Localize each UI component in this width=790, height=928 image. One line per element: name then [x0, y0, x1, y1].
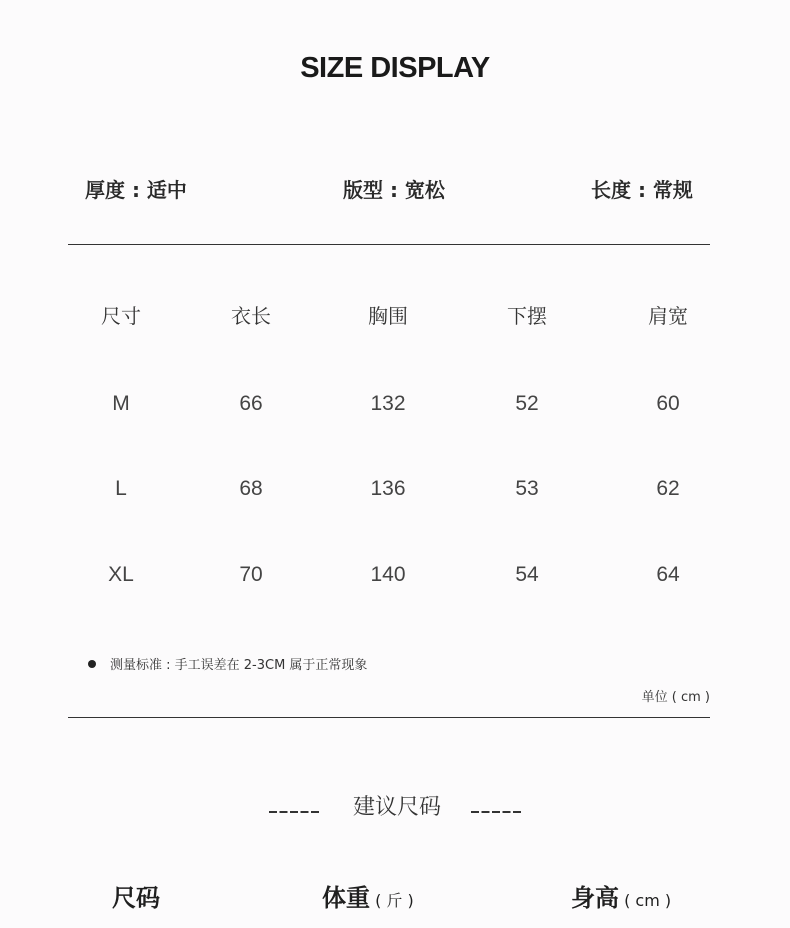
unit-label: 单位 ( cm ) [641, 690, 710, 705]
top-divider [68, 244, 710, 245]
table-cell: 132 [370, 392, 406, 415]
measurement-note-text: 测量标准 : 手工误差在 2-3CM 属于正常现象 [110, 658, 368, 673]
table-cell: 62 [656, 477, 680, 500]
table-cell: XL [108, 563, 134, 586]
footer-weight-label [322, 878, 414, 913]
table-header: 肩宽 [648, 304, 688, 328]
table-cell: L [115, 477, 127, 500]
footer-height-label [571, 878, 671, 913]
footer-size-label [112, 878, 160, 913]
suggested-size-heading [0, 790, 790, 821]
table-cell: 60 [656, 392, 680, 415]
table-cell: 64 [656, 563, 680, 586]
dash-decoration-left [269, 811, 319, 813]
length-label: 长度 : 常规 [591, 178, 693, 202]
table-cell: 140 [370, 563, 406, 586]
table-cell: 68 [239, 477, 263, 500]
footer-unit: ( cm ) [619, 891, 672, 910]
bottom-divider [68, 717, 710, 718]
table-header: 下摆 [507, 304, 547, 328]
footer-unit: ( 斤 ) [370, 891, 414, 910]
table-header: 衣长 [231, 304, 271, 328]
table-cell: 70 [239, 563, 263, 586]
footer-label: 身高 [571, 884, 619, 912]
table-cell: 66 [239, 392, 263, 415]
suggested-size-title: 建议尺码 [352, 795, 441, 820]
table-cell: 136 [370, 477, 406, 500]
table-cell: 52 [515, 392, 539, 415]
measurement-note [88, 654, 367, 673]
table-cell: M [112, 392, 130, 415]
table-cell: 53 [515, 477, 539, 500]
bullet-icon [88, 660, 96, 668]
footer-label: 体重 [322, 884, 370, 912]
table-header: 胸围 [368, 304, 408, 328]
thickness-label: 厚度 : 适中 [85, 178, 187, 202]
footer-label: 尺码 [112, 884, 160, 912]
table-cell: 54 [515, 563, 539, 586]
dash-decoration-right [471, 811, 521, 813]
fit-label: 版型 : 宽松 [343, 178, 445, 202]
table-header: 尺寸 [101, 304, 141, 328]
page-title: SIZE DISPLAY [300, 52, 490, 84]
